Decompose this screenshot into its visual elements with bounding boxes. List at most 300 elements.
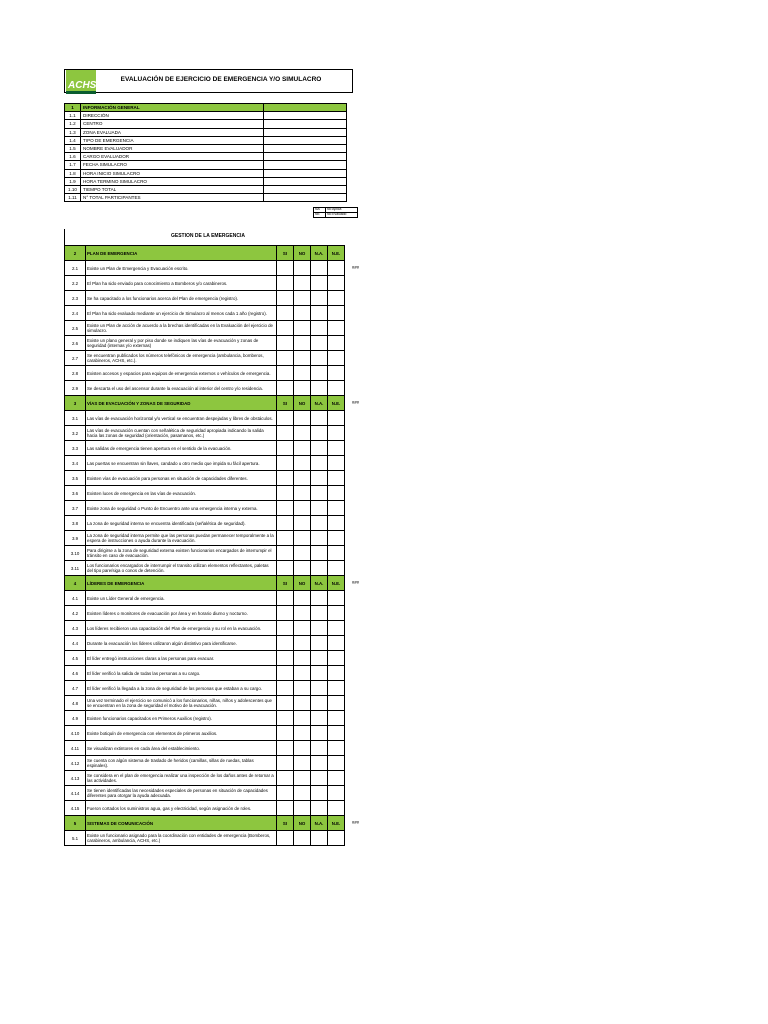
- answer-cell[interactable]: [294, 486, 311, 501]
- checklist-row: [65, 411, 345, 426]
- item-number: 4.1: [65, 591, 86, 606]
- answer-cell[interactable]: [277, 261, 294, 276]
- general-info-header: [65, 104, 347, 112]
- answer-cell[interactable]: [294, 531, 311, 546]
- item-question: El líder verificó la salida de todas las personas a su cargo.: [86, 666, 277, 681]
- item-label: CENTRO: [81, 120, 264, 128]
- answer-cell[interactable]: [328, 606, 345, 621]
- answer-cell[interactable]: [294, 681, 311, 696]
- answer-cell[interactable]: [277, 411, 294, 426]
- section-header-row: [65, 816, 345, 831]
- answer-cell[interactable]: [294, 426, 311, 441]
- answer-cell[interactable]: [294, 786, 311, 801]
- checklist-row: [65, 711, 345, 726]
- item-value-field[interactable]: [264, 136, 347, 144]
- item-label: TIPO DE EMERGENCIA: [81, 136, 264, 144]
- item-number: 3.2: [65, 426, 86, 441]
- answer-cell[interactable]: [277, 351, 294, 366]
- answer-cell[interactable]: [277, 771, 294, 786]
- answer-cell[interactable]: [294, 801, 311, 816]
- answer-cell[interactable]: [311, 411, 328, 426]
- answer-cell[interactable]: [311, 801, 328, 816]
- item-number: 3.9: [65, 531, 86, 546]
- answer-column-header: NO: [294, 816, 311, 831]
- item-number: 2.8: [65, 366, 86, 381]
- checklist-row: [65, 351, 345, 366]
- answer-cell[interactable]: [311, 741, 328, 756]
- answer-cell[interactable]: [328, 321, 345, 336]
- checklist-row: [65, 366, 345, 381]
- item-number: 4.2: [65, 606, 86, 621]
- answer-cell[interactable]: [294, 741, 311, 756]
- item-label: DIRECCIÓN: [81, 112, 264, 120]
- answer-cell[interactable]: [277, 336, 294, 351]
- hash-mark: ###: [352, 580, 359, 585]
- item-number: 3.1: [65, 411, 86, 426]
- answer-cell[interactable]: [294, 771, 311, 786]
- answer-cell[interactable]: [311, 456, 328, 471]
- answer-cell[interactable]: [277, 321, 294, 336]
- answer-cell[interactable]: [277, 306, 294, 321]
- answer-cell[interactable]: [311, 366, 328, 381]
- section-title: PLAN DE EMERGENCIA: [86, 246, 277, 261]
- checklist-row: [65, 606, 345, 621]
- item-question: Existen funcionarios capacitados en Primeros Auxilios (registro).: [86, 711, 277, 726]
- item-question: Se descarta el uso del ascensor durante la evacuación al interior del centro y/o residencia.: [86, 381, 277, 396]
- answer-cell[interactable]: [328, 831, 345, 846]
- answer-cell[interactable]: [311, 786, 328, 801]
- answer-cell[interactable]: [294, 831, 311, 846]
- answer-cell[interactable]: [294, 441, 311, 456]
- answer-cell[interactable]: [311, 711, 328, 726]
- answer-cell[interactable]: [277, 726, 294, 741]
- answer-cell[interactable]: [311, 621, 328, 636]
- answer-cell[interactable]: [277, 711, 294, 726]
- section-header-row: [65, 396, 345, 411]
- checklist-row: [65, 336, 345, 351]
- item-question: La zona de seguridad interna se encuentra identificada (señalética de seguridad).: [86, 516, 277, 531]
- checklist-row: [65, 636, 345, 651]
- info-row: [65, 177, 347, 185]
- answer-cell[interactable]: [328, 591, 345, 606]
- item-number: 1.9: [65, 177, 81, 185]
- section-title: VÍAS DE EVACUACIÓN Y ZONAS DE SEGURIDAD: [86, 396, 277, 411]
- item-number: 4.4: [65, 636, 86, 651]
- answer-cell[interactable]: [328, 306, 345, 321]
- answer-cell[interactable]: [328, 486, 345, 501]
- item-number: 1.1: [65, 112, 81, 120]
- answer-cell[interactable]: [311, 501, 328, 516]
- item-question: Durante la evacuación los líderes utilizaron algún distintivo para identificarse.: [86, 636, 277, 651]
- answer-cell[interactable]: [294, 606, 311, 621]
- checklist-row: [65, 681, 345, 696]
- answer-cell[interactable]: [311, 561, 328, 576]
- answer-cell[interactable]: [294, 711, 311, 726]
- section-heading: GESTION DE LA EMERGENCIA: [171, 233, 245, 239]
- answer-cell[interactable]: [311, 681, 328, 696]
- answer-cell[interactable]: [311, 291, 328, 306]
- answer-column-header: NO: [294, 576, 311, 591]
- answer-cell[interactable]: [294, 291, 311, 306]
- section-number: 1: [65, 104, 81, 112]
- answer-cell[interactable]: [294, 321, 311, 336]
- checklist-row: [65, 801, 345, 816]
- item-number: 4.5: [65, 651, 86, 666]
- info-row: [65, 120, 347, 128]
- answer-cell[interactable]: [277, 516, 294, 531]
- answer-cell[interactable]: [328, 696, 345, 711]
- checklist-row: [65, 471, 345, 486]
- item-question: Las salidas de emergencia tienen apertura en el sentido de la evacuación.: [86, 441, 277, 456]
- checklist-table: [64, 245, 345, 846]
- item-value-field[interactable]: [264, 112, 347, 120]
- answer-cell[interactable]: [328, 681, 345, 696]
- answer-cell[interactable]: [277, 741, 294, 756]
- item-number: 4.12: [65, 756, 86, 771]
- legend-table: [313, 207, 358, 218]
- answer-column-header: N.A.: [311, 816, 328, 831]
- checklist-row: [65, 696, 345, 711]
- checklist-row: [65, 651, 345, 666]
- answer-column-header: NO: [294, 246, 311, 261]
- answer-cell[interactable]: [277, 531, 294, 546]
- item-number: 2.1: [65, 261, 86, 276]
- item-question: Existe un funcionario asignado para la coordinación con entidades de emergencia (Bomberos, carabineros, ambulancia, ACHS, etc.): [86, 831, 277, 846]
- answer-cell[interactable]: [294, 276, 311, 291]
- answer-cell[interactable]: [277, 801, 294, 816]
- answer-cell[interactable]: [328, 381, 345, 396]
- info-row: [65, 185, 347, 193]
- item-number: 4.14: [65, 786, 86, 801]
- answer-cell[interactable]: [294, 516, 311, 531]
- answer-cell[interactable]: [328, 651, 345, 666]
- answer-cell[interactable]: [294, 591, 311, 606]
- answer-column-header: N.A.: [311, 246, 328, 261]
- item-question: Fueron cortados los suministros agua, gas y electricidad, según asignación de roles.: [86, 801, 277, 816]
- answer-cell[interactable]: [328, 351, 345, 366]
- answer-cell[interactable]: [277, 456, 294, 471]
- answer-cell[interactable]: [328, 426, 345, 441]
- answer-cell[interactable]: [328, 501, 345, 516]
- answer-cell[interactable]: [277, 441, 294, 456]
- answer-cell[interactable]: [311, 726, 328, 741]
- answer-cell[interactable]: [328, 801, 345, 816]
- answer-cell[interactable]: [277, 561, 294, 576]
- info-row: [65, 136, 347, 144]
- answer-cell[interactable]: [277, 276, 294, 291]
- section-title: INFORMACIÓN GENERAL: [81, 104, 264, 112]
- answer-cell[interactable]: [311, 276, 328, 291]
- answer-cell[interactable]: [311, 426, 328, 441]
- hash-mark: ###: [352, 820, 359, 825]
- item-value-field[interactable]: [264, 177, 347, 185]
- answer-cell[interactable]: [328, 411, 345, 426]
- item-question: Existen luces de emergencia en las vías de evacuación.: [86, 486, 277, 501]
- item-label: ZONA EVALUADA: [81, 128, 264, 136]
- answer-cell[interactable]: [277, 786, 294, 801]
- answer-cell[interactable]: [294, 636, 311, 651]
- answer-cell[interactable]: [311, 441, 328, 456]
- answer-cell[interactable]: [277, 666, 294, 681]
- answer-cell[interactable]: [328, 441, 345, 456]
- item-number: 4.13: [65, 771, 86, 786]
- item-question: Existen vías de evacuación para personas en situación de capacidades diferentes.: [86, 471, 277, 486]
- item-number: 1.4: [65, 136, 81, 144]
- checklist-row: [65, 441, 345, 456]
- item-value-field[interactable]: [264, 128, 347, 136]
- item-number: 3.6: [65, 486, 86, 501]
- answer-column-header: N.E.: [328, 246, 345, 261]
- item-question: Las puertas se encuentran sin llaves, candado u otro medio que impida su fácil apertura.: [86, 456, 277, 471]
- hash-mark: ###: [352, 265, 359, 270]
- item-question: Se tienen identificadas las necesidades especiales de personas en situación de capacidades diferentes para otorgar la ayuda adecuada.: [86, 786, 277, 801]
- answer-cell[interactable]: [311, 321, 328, 336]
- checklist-row: [65, 501, 345, 516]
- checklist-row: [65, 456, 345, 471]
- answer-cell[interactable]: [311, 546, 328, 561]
- answer-cell[interactable]: [328, 531, 345, 546]
- answer-column-header: N.A.: [311, 396, 328, 411]
- item-number: 3.4: [65, 456, 86, 471]
- item-question: Existe botiquín de emergencia con elementos de primeros auxilios.: [86, 726, 277, 741]
- achs-logo: [66, 70, 96, 91]
- answer-cell[interactable]: [294, 336, 311, 351]
- item-number: 3.5: [65, 471, 86, 486]
- answer-cell[interactable]: [277, 486, 294, 501]
- item-question: La zona de seguridad interna permite que las personas puedan permanecer temporalmente a la espera de instrucciones o ayuda durante la evacuación.: [86, 531, 277, 546]
- item-number: 2.9: [65, 381, 86, 396]
- answer-cell[interactable]: [311, 336, 328, 351]
- answer-cell[interactable]: [311, 606, 328, 621]
- answer-cell[interactable]: [328, 621, 345, 636]
- info-row: [65, 153, 347, 161]
- item-number: 2.5: [65, 321, 86, 336]
- item-label: HORA INICIO SIMULACRO: [81, 169, 264, 177]
- item-question: Se ha capacitado a los funcionarios acerca del Plan de emergencia (registro).: [86, 291, 277, 306]
- answer-cell[interactable]: [294, 471, 311, 486]
- checklist-row: [65, 381, 345, 396]
- info-row: [65, 144, 347, 152]
- item-question: Existe zona de seguridad o Punto de Encuentro ante una emergencia interna y externa.: [86, 501, 277, 516]
- answer-cell[interactable]: [311, 651, 328, 666]
- answer-cell[interactable]: [328, 771, 345, 786]
- answer-cell[interactable]: [294, 756, 311, 771]
- item-number: 2.3: [65, 291, 86, 306]
- answer-column-header: N.E.: [328, 576, 345, 591]
- answer-cell[interactable]: [277, 471, 294, 486]
- answer-cell[interactable]: [311, 696, 328, 711]
- item-number: 2.4: [65, 306, 86, 321]
- answer-cell[interactable]: [328, 516, 345, 531]
- answer-cell[interactable]: [277, 681, 294, 696]
- answer-cell[interactable]: [328, 276, 345, 291]
- answer-cell[interactable]: [294, 381, 311, 396]
- answer-cell[interactable]: [294, 501, 311, 516]
- item-value-field[interactable]: [264, 185, 347, 193]
- answer-cell[interactable]: [311, 471, 328, 486]
- answer-cell[interactable]: [277, 621, 294, 636]
- item-value-field[interactable]: [264, 144, 347, 152]
- answer-cell[interactable]: [294, 621, 311, 636]
- item-number: 3.11: [65, 561, 86, 576]
- header-filler: [264, 104, 347, 112]
- answer-column-header: N.E.: [328, 396, 345, 411]
- answer-cell[interactable]: [328, 471, 345, 486]
- hash-mark: ###: [352, 400, 359, 405]
- answer-cell[interactable]: [311, 261, 328, 276]
- answer-cell[interactable]: [311, 771, 328, 786]
- answer-cell[interactable]: [328, 456, 345, 471]
- item-number: 5.1: [65, 831, 86, 846]
- answer-cell[interactable]: [277, 366, 294, 381]
- checklist-row: [65, 831, 345, 846]
- answer-cell[interactable]: [328, 741, 345, 756]
- answer-cell[interactable]: [328, 336, 345, 351]
- checklist-row: [65, 561, 345, 576]
- checklist-row: [65, 771, 345, 786]
- answer-cell[interactable]: [277, 426, 294, 441]
- answer-cell[interactable]: [311, 831, 328, 846]
- checklist-row: [65, 591, 345, 606]
- answer-cell[interactable]: [277, 546, 294, 561]
- answer-cell[interactable]: [311, 516, 328, 531]
- item-number: 1.2: [65, 120, 81, 128]
- legend-code: NA: [314, 208, 326, 213]
- item-question: Para dirigirse a la zona de seguridad externa existen funcionarios encargados de interrumpir el tránsito en caso de evacuación.: [86, 546, 277, 561]
- answer-cell[interactable]: [277, 756, 294, 771]
- answer-cell[interactable]: [277, 651, 294, 666]
- item-number: 1.5: [65, 144, 81, 152]
- answer-cell[interactable]: [277, 636, 294, 651]
- answer-cell[interactable]: [328, 636, 345, 651]
- logo-underline: [66, 91, 96, 94]
- section-number: 4: [65, 576, 86, 591]
- item-value-field[interactable]: [264, 169, 347, 177]
- answer-cell[interactable]: [277, 606, 294, 621]
- item-number: 2.2: [65, 276, 86, 291]
- answer-cell[interactable]: [277, 831, 294, 846]
- item-number: 4.10: [65, 726, 86, 741]
- item-question: El líder verificó la llegada a la zona de seguridad de las personas que estaban a su cargo.: [86, 681, 277, 696]
- answer-cell[interactable]: [294, 651, 311, 666]
- answer-cell[interactable]: [294, 306, 311, 321]
- answer-cell[interactable]: [294, 666, 311, 681]
- logo-text: ACHS: [68, 80, 97, 91]
- answer-cell[interactable]: [328, 291, 345, 306]
- answer-cell[interactable]: [294, 411, 311, 426]
- item-value-field[interactable]: [264, 161, 347, 169]
- answer-cell[interactable]: [311, 591, 328, 606]
- answer-cell[interactable]: [294, 726, 311, 741]
- answer-cell[interactable]: [328, 261, 345, 276]
- answer-cell[interactable]: [294, 546, 311, 561]
- answer-cell[interactable]: [328, 366, 345, 381]
- item-number: 1.3: [65, 128, 81, 136]
- item-number: 1.7: [65, 161, 81, 169]
- item-question: El Plan ha sido enviado para conocimiento a Bomberos y/o carabineros.: [86, 276, 277, 291]
- info-row: [65, 161, 347, 169]
- answer-cell[interactable]: [311, 756, 328, 771]
- checklist-row: [65, 261, 345, 276]
- section-number: 2: [65, 246, 86, 261]
- item-question: Una vez terminado el ejercicio se comunicó a los funcionarios, niñas, niños y adolescentes que se encuentran en la zona de seguridad el motivo de la evacuación.: [86, 696, 277, 711]
- answer-cell[interactable]: [328, 546, 345, 561]
- checklist-row: [65, 426, 345, 441]
- answer-cell[interactable]: [311, 351, 328, 366]
- section-title: LÍDERES DE EMERGENCIA: [86, 576, 277, 591]
- answer-cell[interactable]: [311, 486, 328, 501]
- answer-cell[interactable]: [294, 366, 311, 381]
- answer-cell[interactable]: [294, 456, 311, 471]
- item-question: Se cuenta con algún sistema de traslado de heridos (camillas, sillas de ruedas, tablas espinales).: [86, 756, 277, 771]
- item-number: 4.7: [65, 681, 86, 696]
- answer-cell[interactable]: [277, 591, 294, 606]
- item-label: HORA TERMINO SIMULACRO: [81, 177, 264, 185]
- item-value-field[interactable]: [264, 120, 347, 128]
- checklist-row: [65, 516, 345, 531]
- answer-cell[interactable]: [277, 381, 294, 396]
- answer-cell[interactable]: [311, 636, 328, 651]
- general-info-table: [64, 103, 347, 202]
- answer-cell[interactable]: [311, 666, 328, 681]
- item-number: 2.6: [65, 336, 86, 351]
- legend-desc: No Aplica: [326, 208, 358, 213]
- item-number: 1.11: [65, 194, 81, 202]
- item-label: FECHA SIMULACRO: [81, 161, 264, 169]
- answer-column-header: N.E.: [328, 816, 345, 831]
- answer-cell[interactable]: [294, 261, 311, 276]
- answer-cell[interactable]: [328, 786, 345, 801]
- item-number: 3.7: [65, 501, 86, 516]
- legend-row: [314, 213, 358, 218]
- answer-cell[interactable]: [277, 501, 294, 516]
- checklist-row: [65, 276, 345, 291]
- answer-cell[interactable]: [311, 531, 328, 546]
- answer-cell[interactable]: [328, 561, 345, 576]
- answer-cell[interactable]: [328, 711, 345, 726]
- item-question: Existen líderes o monitores de evacuación por área y en horario diurno y nocturno.: [86, 606, 277, 621]
- item-question: Las vías de evacuación cuentan con señalética de seguridad apropiada indicando la salida hacia las zonas de seguridad (orientación, pasamanos, etc.): [86, 426, 277, 441]
- item-question: Existe un plano general y por piso donde se indiquen las vías de evacuación y zonas de seguridad (internas y/o externas): [86, 336, 277, 351]
- item-value-field[interactable]: [264, 194, 347, 202]
- answer-cell[interactable]: [277, 696, 294, 711]
- item-number: 4.3: [65, 621, 86, 636]
- checklist-row: [65, 741, 345, 756]
- answer-cell[interactable]: [294, 561, 311, 576]
- legend-desc: No Evaluado: [326, 213, 358, 218]
- item-question: Se visualizan extintores en cada área del establecimiento.: [86, 741, 277, 756]
- item-question: Los líderes recibieron una capacitación del Plan de emergencia y su rol en la evacuación.: [86, 621, 277, 636]
- section-header-row: [65, 246, 345, 261]
- answer-column-header: SI: [277, 816, 294, 831]
- item-value-field[interactable]: [264, 153, 347, 161]
- answer-cell[interactable]: [328, 666, 345, 681]
- answer-cell[interactable]: [328, 726, 345, 741]
- item-question: El Plan ha sido evaluado mediante un ejercicio de Simulacro al menos cada 1 año (registro).: [86, 306, 277, 321]
- item-question: Existe un Plan de Emergencia y Evacuación escrito.: [86, 261, 277, 276]
- answer-cell[interactable]: [328, 756, 345, 771]
- answer-cell[interactable]: [294, 696, 311, 711]
- answer-cell[interactable]: [277, 291, 294, 306]
- info-row: [65, 128, 347, 136]
- answer-cell[interactable]: [294, 351, 311, 366]
- item-number: 2.7: [65, 351, 86, 366]
- item-number: 4.11: [65, 741, 86, 756]
- answer-cell[interactable]: [311, 381, 328, 396]
- answer-cell[interactable]: [311, 306, 328, 321]
- checklist-row: [65, 726, 345, 741]
- answer-column-header: N.A.: [311, 576, 328, 591]
